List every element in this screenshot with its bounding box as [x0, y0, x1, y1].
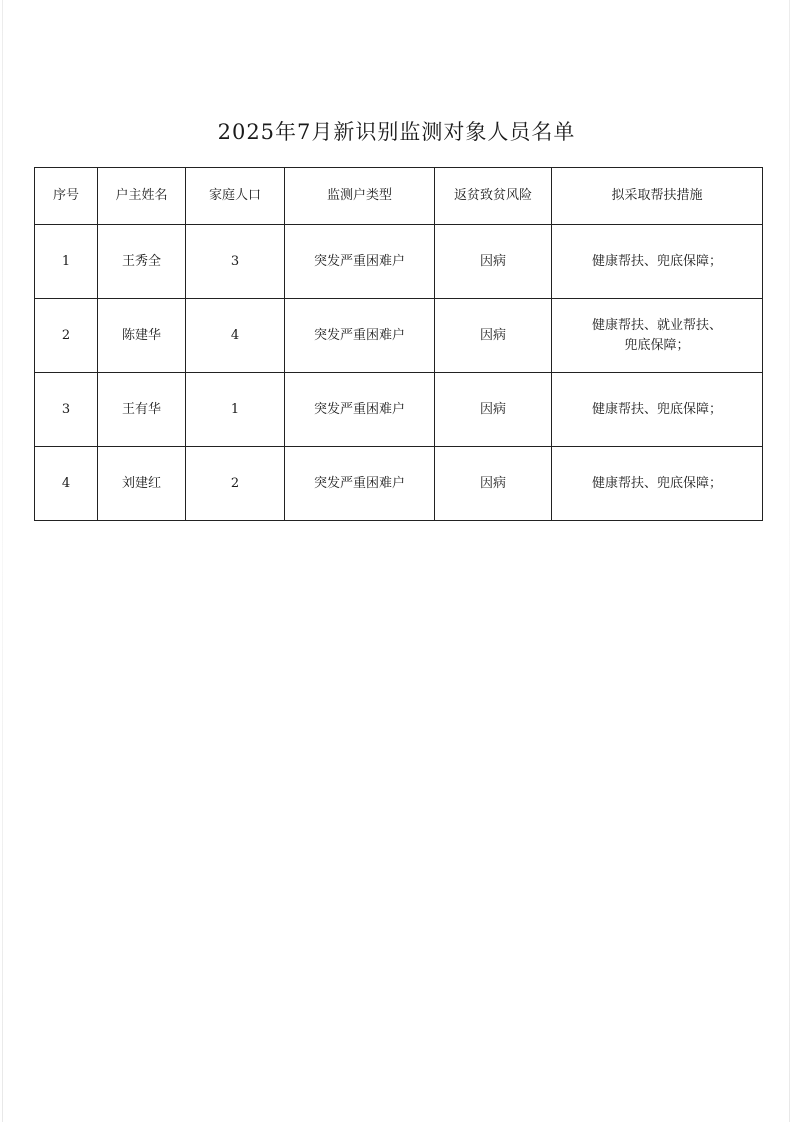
cell-poverty-risk: 因病 [435, 299, 552, 373]
header-family-size: 家庭人口 [186, 168, 285, 225]
cell-poverty-risk: 因病 [435, 225, 552, 299]
cell-assistance-measures: 健康帮扶、兜底保障； [552, 373, 763, 447]
cell-householder-name: 陈建华 [98, 299, 186, 373]
header-assistance-measures: 拟采取帮扶措施 [552, 168, 763, 225]
header-serial-number: 序号 [35, 168, 98, 225]
table-row [35, 225, 763, 299]
cell-poverty-risk: 因病 [435, 373, 552, 447]
scan-edge-right [789, 0, 790, 1122]
cell-household-type: 突发严重困难户 [285, 373, 435, 447]
measures-line-1: 健康帮扶、就业帮扶、 [591, 317, 722, 333]
cell-serial-number: 4 [35, 447, 98, 521]
scan-edge-left [2, 0, 3, 1122]
cell-household-type: 突发严重困难户 [285, 299, 435, 373]
cell-household-type: 突发严重困难户 [285, 447, 435, 521]
cell-assistance-measures: 健康帮扶、兜底保障； [552, 447, 763, 521]
cell-family-size: 2 [186, 447, 285, 521]
cell-serial-number: 1 [35, 225, 98, 299]
header-household-type: 监测户类型 [285, 168, 435, 225]
cell-serial-number: 2 [35, 299, 98, 373]
cell-household-type: 突发严重困难户 [285, 225, 435, 299]
header-householder-name: 户主姓名 [98, 168, 186, 225]
table-row [35, 447, 763, 521]
table-header-row [35, 168, 763, 225]
monitoring-roster-table [34, 167, 763, 521]
header-poverty-risk: 返贫致贫风险 [435, 168, 552, 225]
cell-family-size: 1 [186, 373, 285, 447]
cell-householder-name: 王有华 [98, 373, 186, 447]
cell-assistance-measures [552, 299, 763, 373]
cell-householder-name: 刘建红 [98, 447, 186, 521]
cell-assistance-measures: 健康帮扶、兜底保障； [552, 225, 763, 299]
page-title: 2025年7月新识别监测对象人员名单 [217, 120, 576, 144]
table-row [35, 299, 763, 373]
cell-family-size: 3 [186, 225, 285, 299]
cell-serial-number: 3 [35, 373, 98, 447]
measures-line-2: 兜底保障； [624, 337, 690, 353]
table-row [35, 373, 763, 447]
cell-householder-name: 王秀全 [98, 225, 186, 299]
cell-poverty-risk: 因病 [435, 447, 552, 521]
cell-family-size: 4 [186, 299, 285, 373]
